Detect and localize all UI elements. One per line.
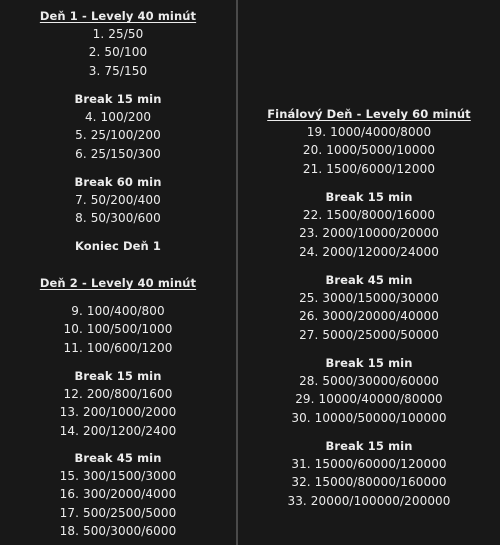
level-line: 7. 50/200/400: [75, 193, 161, 207]
level-line: 1. 25/50: [92, 27, 144, 41]
break-heading: Break 15 min: [325, 439, 413, 453]
day-2-heading: Deň 2 - Levely 40 minút: [39, 276, 197, 290]
break-heading: Break 45 min: [325, 273, 413, 287]
break-heading: Break 45 min: [74, 451, 162, 465]
level-line: 26. 3000/20000/40000: [299, 309, 439, 323]
level-line: 6. 25/150/300: [75, 147, 161, 161]
level-line: 17. 500/2500/5000: [59, 506, 177, 520]
level-line: 15. 300/1500/3000: [59, 469, 177, 483]
level-line: 10. 100/500/1000: [63, 322, 173, 336]
level-line: 33. 20000/100000/200000: [287, 494, 451, 508]
level-line: 22. 1500/8000/16000: [302, 208, 436, 222]
level-line: 11. 100/600/1200: [63, 341, 173, 355]
level-line: 31. 15000/60000/120000: [291, 457, 447, 471]
break-heading: Break 60 min: [74, 175, 162, 189]
level-line: 32. 15000/80000/160000: [291, 475, 447, 489]
break-heading: Break 15 min: [74, 369, 162, 383]
level-line: 8. 50/300/600: [75, 211, 161, 225]
break-heading: Break 15 min: [325, 356, 413, 370]
level-line: 16. 300/2000/4000: [59, 487, 177, 501]
break-heading: Break 15 min: [74, 92, 162, 106]
level-line: 18. 500/3000/6000: [59, 524, 177, 538]
level-line: 25. 3000/15000/30000: [299, 291, 439, 305]
level-line: 5. 25/100/200: [75, 128, 161, 142]
level-line: 13. 200/1000/2000: [59, 405, 177, 419]
level-line: 28. 5000/30000/60000: [299, 374, 439, 388]
level-line: 29. 10000/40000/80000: [295, 392, 443, 406]
day-1-end: Koniec Deň 1: [74, 239, 162, 253]
final-day-heading: Finálový Deň - Levely 60 minút: [267, 107, 471, 121]
level-line: 14. 200/1200/2400: [59, 424, 177, 438]
level-line: 30. 10000/50000/100000: [291, 411, 447, 425]
level-line: 20. 1000/5000/10000: [302, 143, 436, 157]
level-line: 24. 2000/12000/24000: [299, 245, 439, 259]
level-line: 27. 5000/25000/50000: [299, 328, 439, 342]
level-line: 3. 75/150: [88, 64, 148, 78]
level-line: 19. 1000/4000/8000: [306, 125, 432, 139]
break-heading: Break 15 min: [325, 190, 413, 204]
level-line: 9. 100/400/800: [71, 304, 165, 318]
day-1-heading: Deň 1 - Levely 40 minút: [39, 9, 197, 23]
level-line: 21. 1500/6000/12000: [302, 162, 436, 176]
level-line: 23. 2000/10000/20000: [299, 226, 439, 240]
level-line: 12. 200/800/1600: [63, 387, 173, 401]
level-line: 4. 100/200: [84, 110, 152, 124]
level-line: 2. 50/100: [88, 45, 148, 59]
